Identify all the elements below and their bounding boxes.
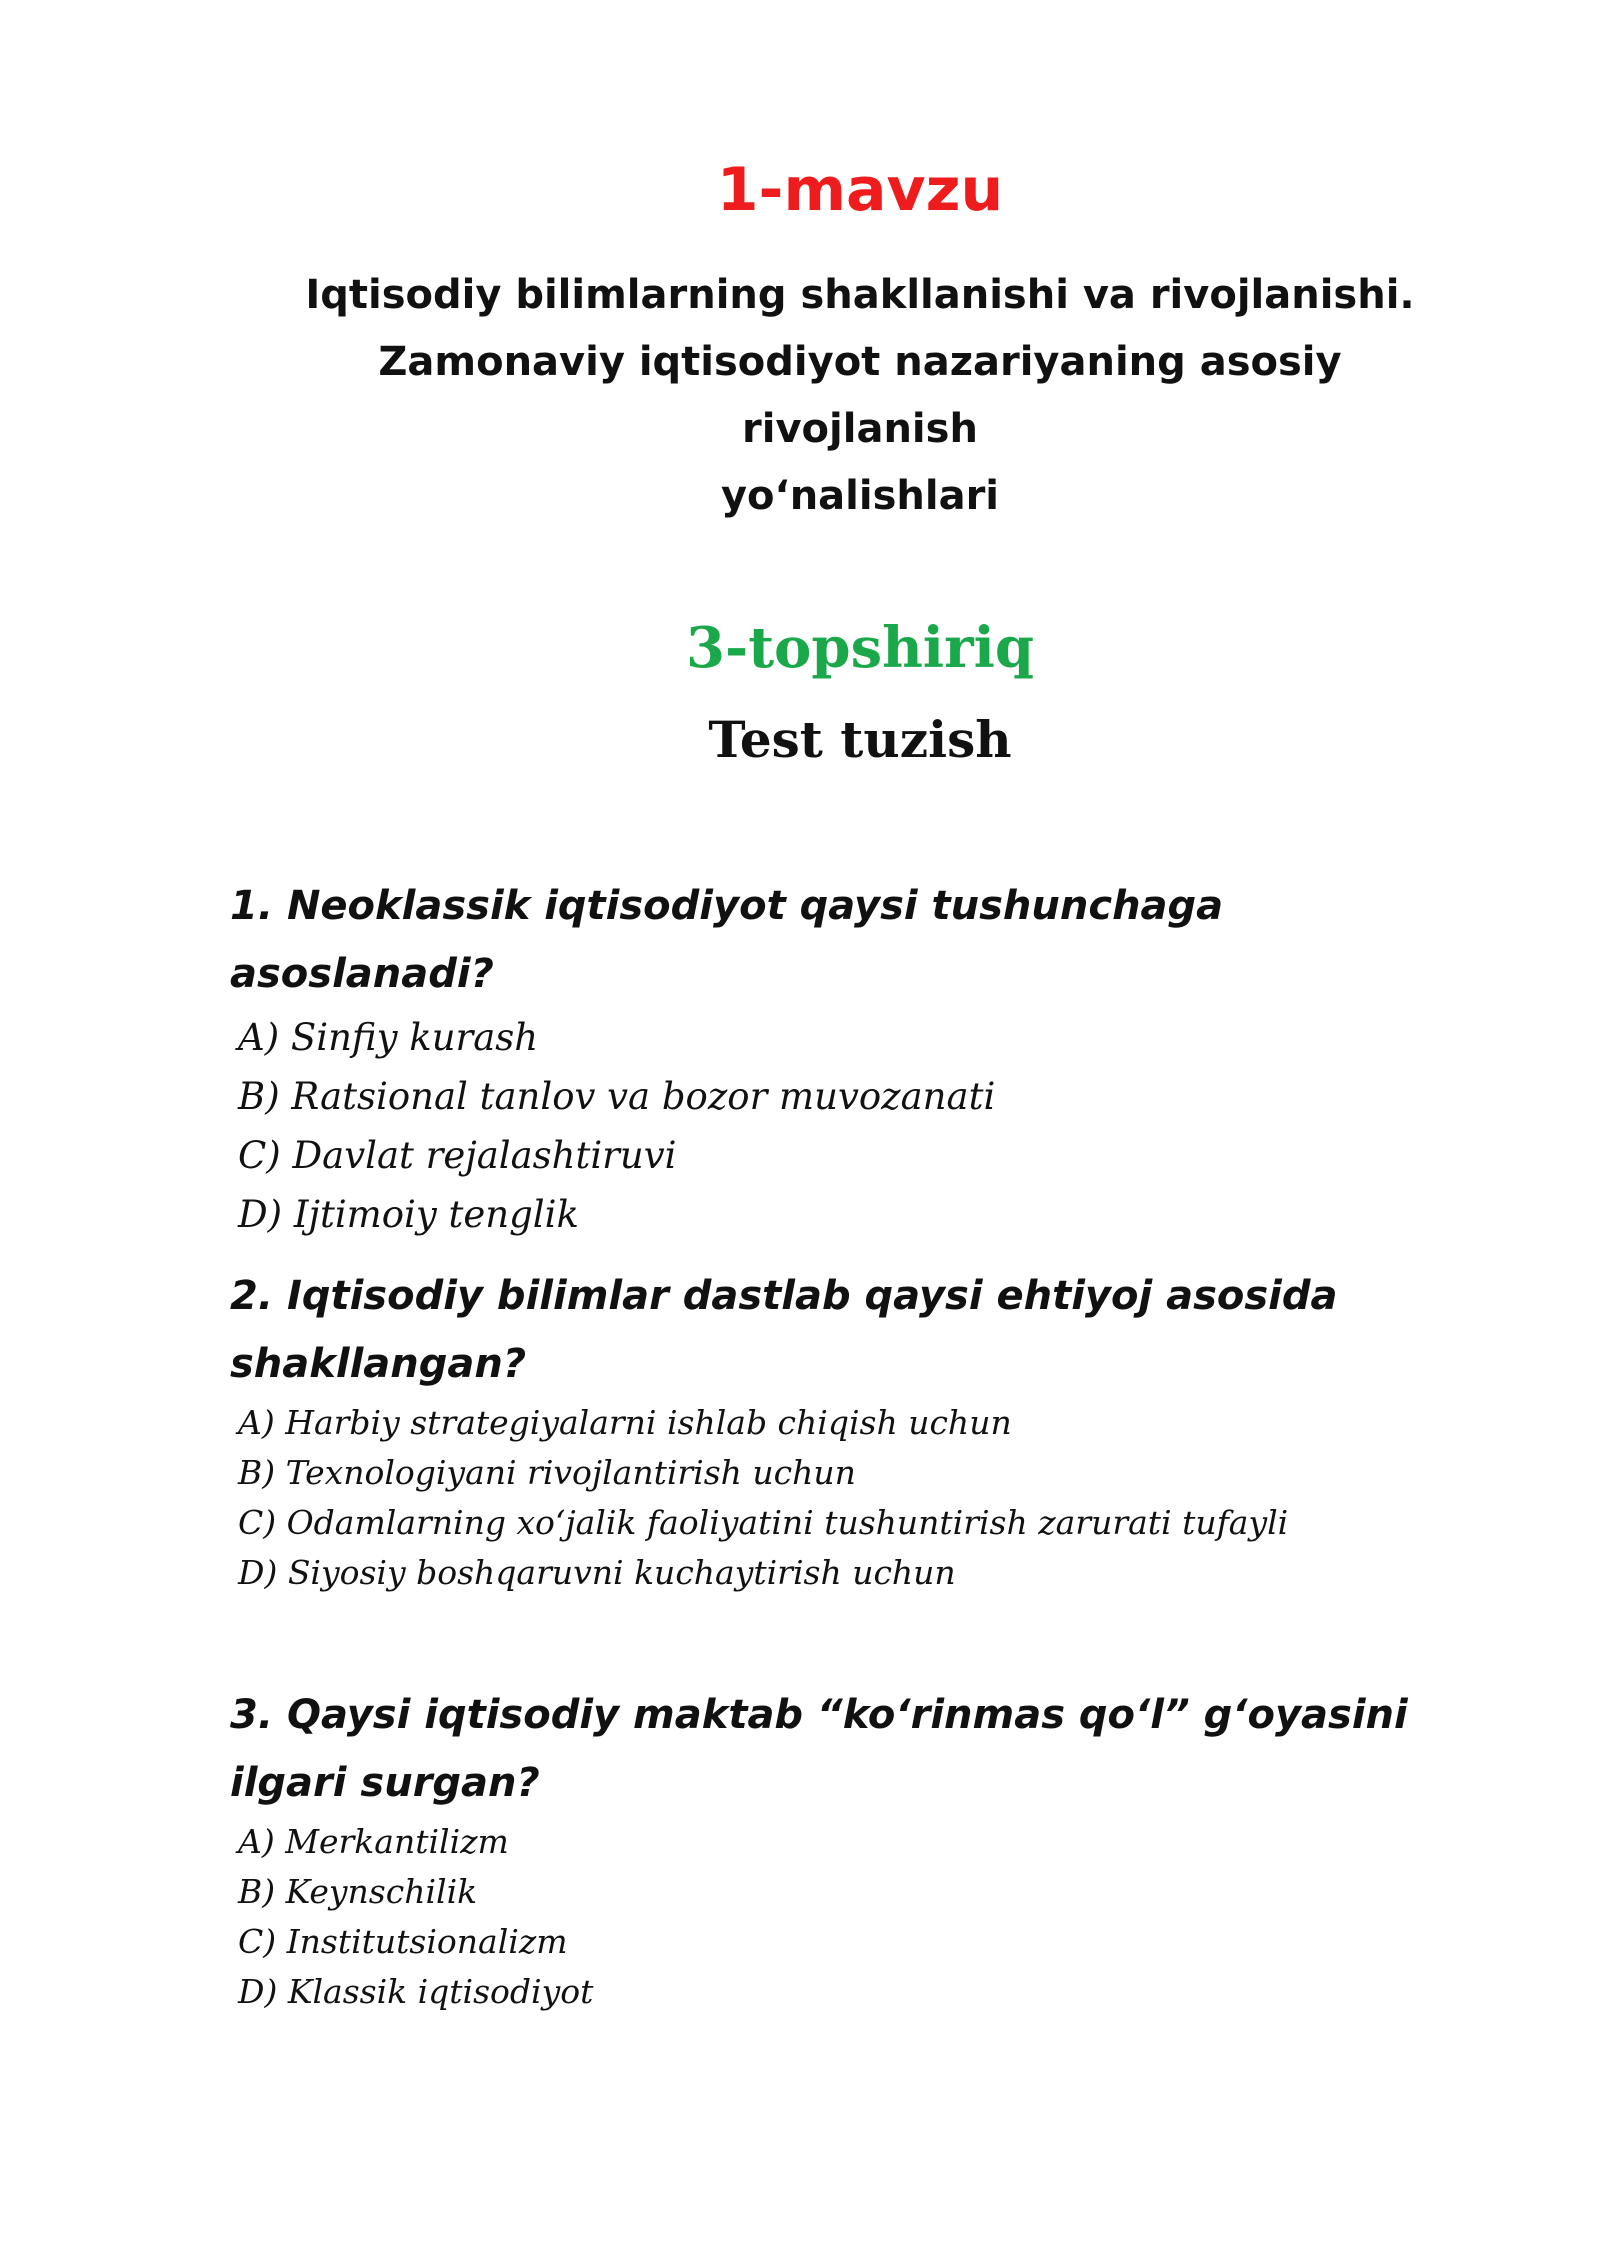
answer-options — [230, 1008, 1460, 1244]
topic-title: 1-mavzu — [716, 155, 1004, 225]
topic-subtitle-line: yo‘nalishlari — [720, 473, 1000, 519]
answer-option-d: D) Siyosiy boshqaruvni kuchaytirish uchun — [238, 1553, 956, 1592]
question-text: 2. Iqtisodiy bilimlar dastlab qaysi ehtiyoj asosida shakllangan? — [230, 1273, 1338, 1387]
answer-option-d: D) Ijtimoiy tenglik — [238, 1193, 579, 1236]
answer-option-c: C) Davlat rejalashtiruvi — [238, 1134, 677, 1177]
question-2 — [230, 1262, 1460, 1598]
question-3 — [230, 1681, 1460, 2017]
question-text: 3. Qaysi iqtisodiy maktab “ko‘rinmas qo‘l” g‘oyasini ilgari surgan? — [230, 1692, 1408, 1806]
answer-option-b: B) Keynschilik — [238, 1872, 478, 1911]
answer-option-d: D) Klassik iqtisodiyot — [238, 1972, 594, 2011]
question-1 — [230, 872, 1460, 1244]
task-title: 3-topshiriq — [685, 615, 1035, 681]
answer-option-b: B) Texnologiyani rivojlantirish uchun — [238, 1453, 856, 1492]
answer-options — [230, 1398, 1460, 1598]
answer-option-b: B) Ratsional tanlov va bozor muvozanati — [238, 1075, 996, 1118]
answer-option-a: A) Merkantilizm — [238, 1822, 509, 1861]
answer-option-c: C) Odamlarning xo‘jalik faoliyatini tushuntirish zarurati tufayli — [238, 1503, 1289, 1542]
topic-subtitle — [260, 262, 1460, 530]
answer-option-c: C) Institutsionalizm — [238, 1922, 568, 1961]
question-text: 1. Neoklassik iqtisodiyot qaysi tushunchaga asoslanadi? — [230, 883, 1224, 997]
topic-subtitle-line: Iqtisodiy bilimlarning shakllanishi va rivojlanishi. — [305, 272, 1415, 318]
answer-option-a: A) Harbiy strategiyalarni ishlab chiqish uchun — [238, 1403, 1012, 1442]
answer-options — [230, 1817, 1460, 2017]
answer-option-a: A) Sinfiy kurash — [238, 1016, 539, 1059]
topic-subtitle-line: Zamonaviy iqtisodiyot nazariyaning asosiy rivojlanish — [378, 339, 1342, 452]
task-subtitle: Test tuzish — [708, 710, 1012, 769]
